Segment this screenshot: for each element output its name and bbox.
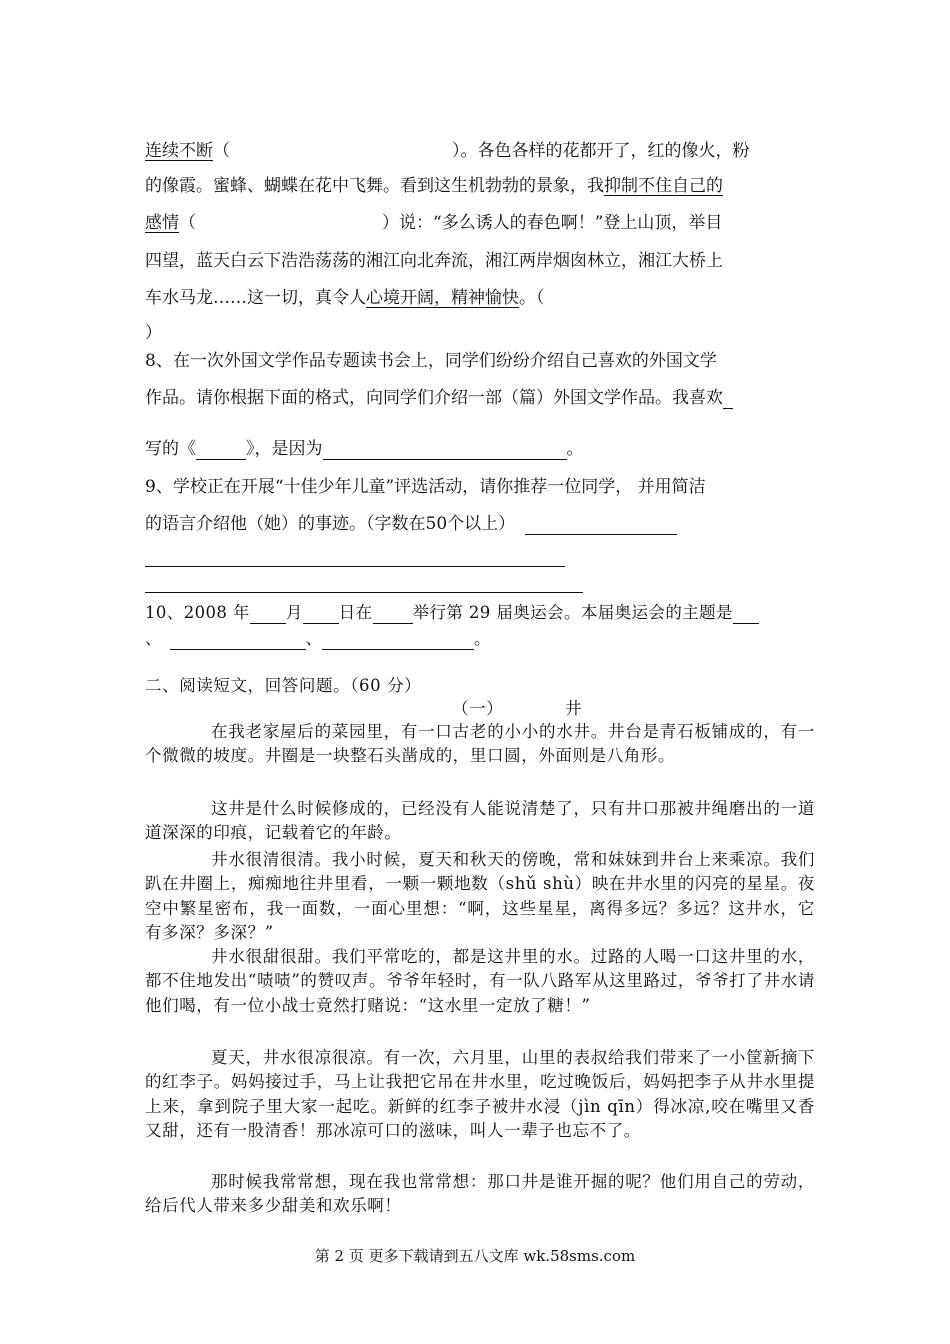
- answer-line[interactable]: [145, 592, 583, 593]
- underlined-phrase: 连续不断: [145, 141, 213, 161]
- story-title: 井: [565, 699, 583, 718]
- question-10-line-2: 、 、 。: [145, 629, 491, 648]
- question-8-line-1: 8、在一次外国文学作品专题读书会上，同学们纷纷介绍自己喜欢的外国文学: [145, 351, 717, 371]
- story-paragraph: 在我老家屋后的菜园里，有一口古老的小小的水井。井台是青石板铺成的，有一个微微的坡度。井圈是一块整石头凿成的，里口圆，外面则是八角形。: [145, 722, 815, 766]
- underlined-phrase: 抑制不住自己的: [604, 176, 723, 196]
- theme-blank[interactable]: [170, 631, 306, 650]
- passage-line-5: 车水马龙……这一切，真令人心境开阔，精神愉快。（: [145, 288, 545, 308]
- passage-line-6: ）: [145, 323, 162, 343]
- reason-blank[interactable]: [323, 441, 567, 460]
- story-paragraph: 井水很清很清。我小时候，夏天和秋天的傍晚，常和妹妹到井台上来乘凉。我们趴在井圈上，痴痴地往井里看，一颗一颗地数（shǔ shù）映在井水里的闪亮的星星。夜空中繁星密布，我一面数，一面心里想：“啊，这些星星，离得多远？多远？这井水，它有多深？多深？”: [145, 850, 815, 942]
- underlined-phrase: 心境开阔，精神愉快: [366, 288, 519, 308]
- subsection-number: （一）: [452, 699, 504, 718]
- story-paragraph: 那时候我常常想，现在我也常常想：那口井是谁开掘的呢？他们用自己的劳动，给后代人带来多少甜美和欢乐啊！: [145, 1172, 815, 1216]
- question-8-line-3: 写的《 》，是因为 。: [145, 439, 584, 459]
- day-blank[interactable]: [303, 605, 339, 624]
- passage-line-2: 的像霞。蜜蜂、蝴蝶在花中飞舞。看到这生机勃勃的景象，我抑制不住自己的: [145, 176, 723, 196]
- answer-blank[interactable]: [723, 390, 733, 409]
- question-9-line-1: 9、学校正在开展“十佳少年儿童”评选活动，请你推荐一位同学， 并用简洁: [145, 477, 706, 497]
- page-footer: 第 2 页 更多下载请到五八文库 wk.58sms.com: [314, 1247, 636, 1265]
- answer-line[interactable]: [145, 566, 565, 567]
- story-paragraph: 井水很甜很甜。我们平常吃的，都是这井里的水。过路的人喝一口这井里的水，都不住地发出“啧啧”的赞叹声。爷爷年轻时，有一队八路军从这里路过，爷爷打了井水请他们喝，有一位小战士竟然打赌说：“这水里一定放了糖！”: [145, 947, 815, 1015]
- month-blank[interactable]: [250, 605, 286, 624]
- theme-blank[interactable]: [733, 605, 759, 624]
- question-10-line-1: 10、2008 年 月 日在 举行第 29 届奥运会。本届奥运会的主题是: [145, 602, 759, 624]
- section-2-title: 二、阅读短文，回答问题。（60 分）: [145, 676, 422, 695]
- underlined-phrase: 感情: [145, 213, 179, 233]
- passage-line-3: 感情（ ）说：“多么诱人的春色啊！”登上山顶，举目: [145, 213, 723, 233]
- passage-line-4: 四望，蓝天白云下浩浩荡荡的湘江向北奔流，湘江两岸烟囱林立，湘江大桥上: [145, 251, 723, 271]
- theme-blank[interactable]: [322, 631, 474, 650]
- story-paragraph: 夏天，井水很凉很凉。有一次，六月里，山里的表叔给我们带来了一小筐新摘下的红李子。妈妈接过手，马上让我把它吊在井水里，吃过晚饭后，妈妈把李子从井水里提上来，拿到院子里大家一起吃。新鲜的红李子被井水浸（jìn qīn）得冰凉,咬在嘴里又香又甜，还有一股清香！那冰凉可口的滋味，叫人一辈子也忘不了。: [145, 1048, 815, 1140]
- passage-line-1: 连续不断（ ）。各色各样的花都开了，红的像火，粉: [145, 141, 750, 161]
- question-8-line-2: 作品。请你根据下面的格式，向同学们介绍一部（篇）外国文学作品。我喜欢: [145, 387, 733, 409]
- answer-blank[interactable]: [525, 516, 677, 535]
- book-title-blank[interactable]: [196, 441, 246, 460]
- city-blank[interactable]: [373, 605, 413, 624]
- question-9-line-2: 的语言介绍他（她）的事迹。（字数在50个以上）: [145, 513, 677, 535]
- story-paragraph: 这井是什么时候修成的，已经没有人能说清楚了，只有井口那被井绳磨出的一道道深深的印痕，记载着它的年龄。: [145, 799, 815, 843]
